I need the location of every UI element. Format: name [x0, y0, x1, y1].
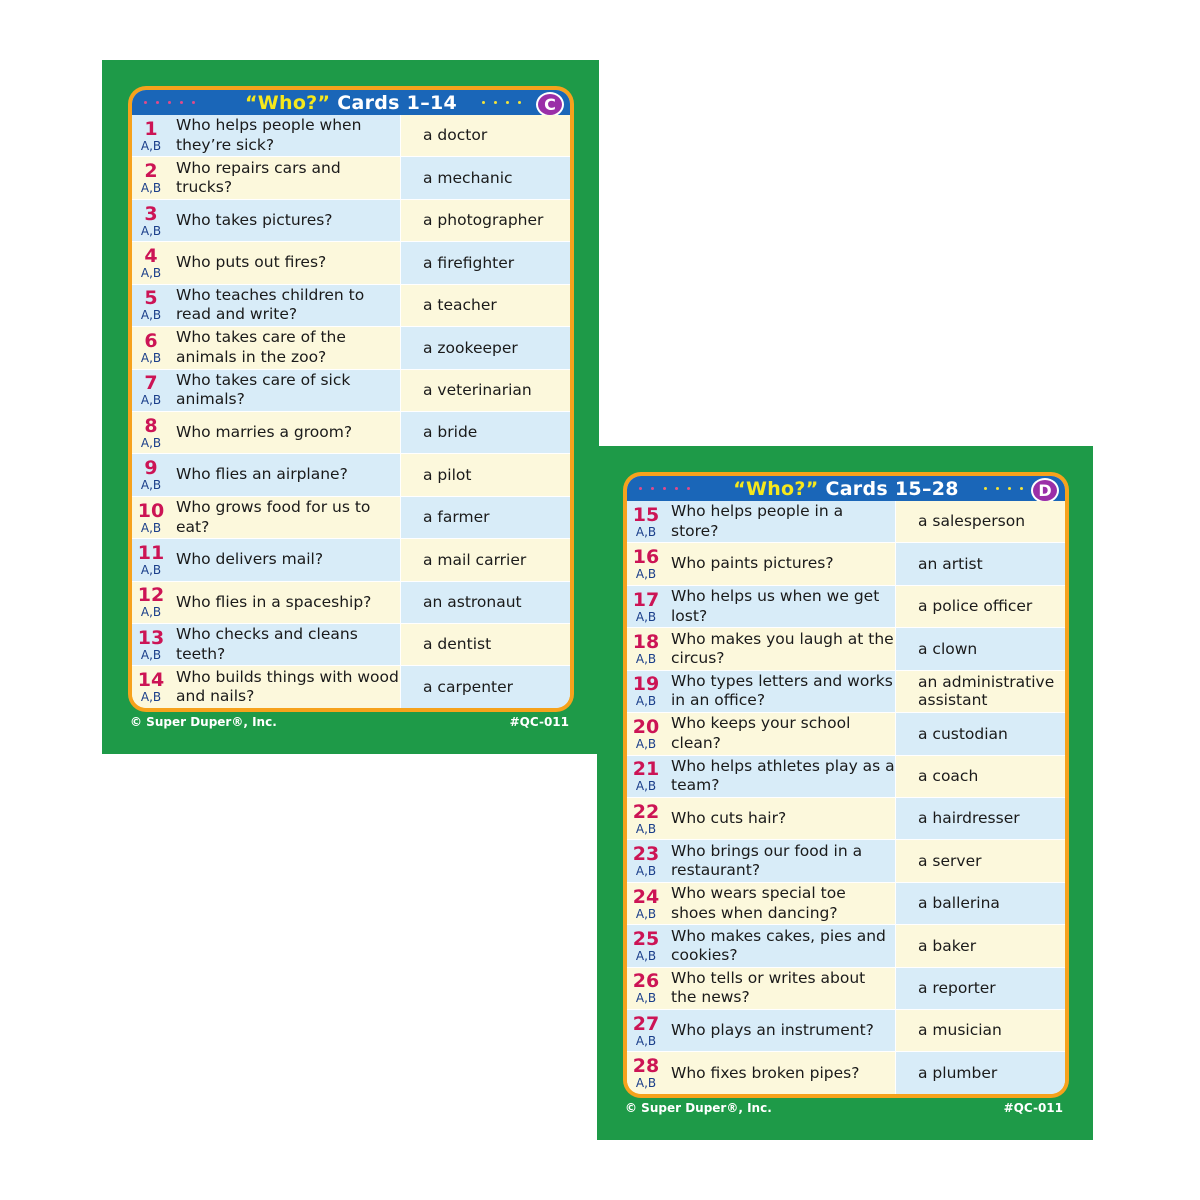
card-number: 13 [137, 626, 165, 649]
card-side-label: A,B [635, 948, 657, 963]
card-side-label: A,B [635, 1033, 657, 1048]
answer-text: a baker [895, 925, 1065, 966]
card-number: 3 [144, 202, 158, 225]
card-number-cell [132, 200, 170, 241]
card-row [627, 543, 1065, 585]
card-row [627, 968, 1065, 1010]
card-number: 7 [144, 372, 158, 395]
card-row [627, 501, 1065, 543]
card-side-label: A,B [140, 393, 162, 408]
card-number: 25 [632, 927, 660, 950]
card-row [627, 628, 1065, 670]
header-dots-left [144, 101, 195, 105]
card-row [627, 1052, 1065, 1093]
card-panel [623, 472, 1069, 1098]
card-row [627, 798, 1065, 840]
card-header [132, 90, 570, 115]
answer-text: a bride [400, 412, 570, 453]
card-row [132, 412, 570, 454]
question-text: Who marries a groom? [170, 412, 400, 453]
question-text: Who cuts hair? [665, 798, 895, 839]
question-text: Who wears special toe shoes when dancing? [665, 883, 895, 924]
card-title [245, 92, 457, 114]
card-number-cell [627, 543, 665, 584]
card-side-label: A,B [140, 265, 162, 280]
card-row [627, 883, 1065, 925]
card-number-cell [627, 501, 665, 542]
answer-text: a zookeeper [400, 327, 570, 368]
card-row [132, 327, 570, 369]
card-side-label: A,B [140, 223, 162, 238]
card-number-cell [627, 883, 665, 924]
card-side-label: A,B [635, 694, 657, 709]
card-side-label: A,B [140, 350, 162, 365]
card-number-cell [627, 840, 665, 881]
header-dots-right [984, 487, 1023, 491]
card-side-label: A,B [635, 567, 657, 582]
card-number: 8 [144, 414, 158, 437]
title-range: Cards 1–14 [330, 91, 458, 114]
question-text: Who teaches children to read and write? [170, 285, 400, 326]
card-number: 20 [632, 715, 660, 738]
card-row [627, 671, 1065, 713]
answer-text: a musician [895, 1010, 1065, 1051]
question-text: Who plays an instrument? [665, 1010, 895, 1051]
card-number-cell [627, 671, 665, 712]
question-text: Who flies an airplane? [170, 454, 400, 495]
card-number: 22 [632, 800, 660, 823]
title-who: “Who?” [733, 477, 819, 500]
card-badge: D [1031, 478, 1059, 503]
card-number: 11 [137, 541, 165, 564]
card-number-cell [132, 454, 170, 495]
card-number-cell [132, 539, 170, 580]
card-side-label: A,B [140, 138, 162, 153]
card-number: 14 [137, 669, 165, 692]
card-side-label: A,B [140, 435, 162, 450]
answer-text: a police officer [895, 586, 1065, 627]
card-side-label: A,B [635, 609, 657, 624]
question-text: Who takes pictures? [170, 200, 400, 241]
card-number: 5 [144, 287, 158, 310]
card-number-cell [627, 798, 665, 839]
card-title [733, 478, 959, 500]
answer-text: an astronaut [400, 582, 570, 623]
header-dots-right [482, 101, 521, 105]
question-text: Who repairs cars and trucks? [170, 157, 400, 198]
card-number-cell [132, 412, 170, 453]
answer-text: a clown [895, 628, 1065, 669]
card-side-label: A,B [140, 647, 162, 662]
answer-text: a ballerina [895, 883, 1065, 924]
title-range: Cards 15–28 [818, 477, 959, 500]
card-side-label: A,B [140, 478, 162, 493]
question-text: Who puts out fires? [170, 242, 400, 283]
question-text: Who helps us when we get lost? [665, 586, 895, 627]
card-side-label: A,B [635, 864, 657, 879]
card-number: 24 [632, 885, 660, 908]
card-number-cell [132, 242, 170, 283]
card-row [132, 624, 570, 666]
card-row [132, 539, 570, 581]
answer-text: a carpenter [400, 666, 570, 707]
answer-text: a farmer [400, 497, 570, 538]
card-number: 27 [632, 1012, 660, 1035]
question-text: Who tells or writes about the news? [665, 968, 895, 1009]
card-number: 6 [144, 329, 158, 352]
question-text: Who keeps your school clean? [665, 713, 895, 754]
card-number-cell [627, 925, 665, 966]
card-side-label: A,B [635, 524, 657, 539]
card-header [627, 476, 1065, 501]
answer-text: a custodian [895, 713, 1065, 754]
card-number: 23 [632, 843, 660, 866]
answer-text: a photographer [400, 200, 570, 241]
card-number: 1 [144, 117, 158, 140]
card-number-cell [132, 115, 170, 156]
card-number: 28 [632, 1055, 660, 1078]
card-panel [128, 86, 574, 712]
card-row [627, 1010, 1065, 1052]
card-row [132, 666, 570, 707]
card-row [627, 586, 1065, 628]
card-row [132, 582, 570, 624]
card-side-label: A,B [140, 605, 162, 620]
question-text: Who types letters and works in an office? [665, 671, 895, 712]
answer-text: a salesperson [895, 501, 1065, 542]
card-footer [130, 715, 569, 729]
card-row [132, 200, 570, 242]
card-side-label: A,B [635, 651, 657, 666]
card-number-cell [132, 327, 170, 368]
card-side-label: A,B [635, 779, 657, 794]
card-number: 16 [632, 546, 660, 569]
card-number-cell [627, 713, 665, 754]
header-dots-left [639, 487, 690, 491]
card-row [132, 285, 570, 327]
question-text: Who helps people when they’re sick? [170, 115, 400, 156]
answer-text: a pilot [400, 454, 570, 495]
card-side-label: A,B [140, 181, 162, 196]
card-number: 21 [632, 758, 660, 781]
card-row [132, 242, 570, 284]
card-number-cell [132, 624, 170, 665]
card-number-cell [132, 582, 170, 623]
card-row [132, 115, 570, 157]
card-row [132, 157, 570, 199]
card-number: 2 [144, 160, 158, 183]
card-number-cell [627, 968, 665, 1009]
card-number-cell [627, 1010, 665, 1051]
product-code: #QC-011 [509, 715, 569, 729]
card-number: 4 [144, 244, 158, 267]
answer-text: a coach [895, 756, 1065, 797]
question-text: Who takes care of the animals in the zoo? [170, 327, 400, 368]
card-side-label: A,B [635, 991, 657, 1006]
card-number: 17 [632, 588, 660, 611]
card-row [132, 370, 570, 412]
question-text: Who delivers mail? [170, 539, 400, 580]
question-text: Who helps people in a store? [665, 501, 895, 542]
question-text: Who builds things with wood and nails? [170, 666, 400, 707]
card-number-cell [627, 756, 665, 797]
card-rows [627, 501, 1065, 1094]
question-text: Who paints pictures? [665, 543, 895, 584]
product-code: #QC-011 [1003, 1101, 1063, 1115]
card-rows [132, 115, 570, 708]
card-number-cell [132, 285, 170, 326]
question-text: Who grows food for us to eat? [170, 497, 400, 538]
card-number-cell [132, 666, 170, 707]
answer-text: a mail carrier [400, 539, 570, 580]
card-row [132, 497, 570, 539]
card-side-label: A,B [635, 906, 657, 921]
answer-text: a plumber [895, 1052, 1065, 1093]
answer-text: a mechanic [400, 157, 570, 198]
answer-text: a reporter [895, 968, 1065, 1009]
answer-text: a veterinarian [400, 370, 570, 411]
card-side-label: A,B [140, 520, 162, 535]
question-text: Who helps athletes play as a team? [665, 756, 895, 797]
card-row [627, 713, 1065, 755]
card-number-cell [627, 628, 665, 669]
card-side-label: A,B [140, 308, 162, 323]
question-text: Who checks and cleans teeth? [170, 624, 400, 665]
question-text: Who makes you laugh at the circus? [665, 628, 895, 669]
answer-text: a dentist [400, 624, 570, 665]
title-who: “Who?” [244, 91, 331, 114]
card-row [132, 454, 570, 496]
card-page-d [597, 446, 1093, 1140]
answer-text: an artist [895, 543, 1065, 584]
answer-text: a server [895, 840, 1065, 881]
card-side-label: A,B [635, 736, 657, 751]
card-side-label: A,B [140, 562, 162, 577]
card-number-cell [132, 370, 170, 411]
card-number-cell [132, 497, 170, 538]
card-side-label: A,B [140, 690, 162, 705]
card-number: 12 [137, 584, 165, 607]
question-text: Who fixes broken pipes? [665, 1052, 895, 1093]
question-text: Who flies in a spaceship? [170, 582, 400, 623]
copyright-text: © Super Duper®, Inc. [130, 715, 277, 729]
copyright-text: © Super Duper®, Inc. [625, 1101, 772, 1115]
answer-text: a firefighter [400, 242, 570, 283]
card-number: 10 [137, 499, 165, 522]
card-row [627, 840, 1065, 882]
answer-text: an administrative assistant [895, 671, 1065, 712]
card-badge: C [536, 92, 564, 117]
question-text: Who takes care of sick animals? [170, 370, 400, 411]
card-number: 9 [144, 457, 158, 480]
card-side-label: A,B [635, 821, 657, 836]
answer-text: a hairdresser [895, 798, 1065, 839]
card-number-cell [627, 1052, 665, 1093]
card-footer [625, 1101, 1063, 1115]
question-text: Who makes cakes, pies and cookies? [665, 925, 895, 966]
card-number-cell [627, 586, 665, 627]
card-number-cell [132, 157, 170, 198]
answer-text: a doctor [400, 115, 570, 156]
card-row [627, 925, 1065, 967]
answer-text: a teacher [400, 285, 570, 326]
card-number: 15 [632, 503, 660, 526]
card-row [627, 756, 1065, 798]
card-number: 19 [632, 673, 660, 696]
card-number: 18 [632, 630, 660, 653]
card-side-label: A,B [635, 1076, 657, 1091]
card-number: 26 [632, 970, 660, 993]
card-page-c [102, 60, 599, 754]
question-text: Who brings our food in a restaurant? [665, 840, 895, 881]
